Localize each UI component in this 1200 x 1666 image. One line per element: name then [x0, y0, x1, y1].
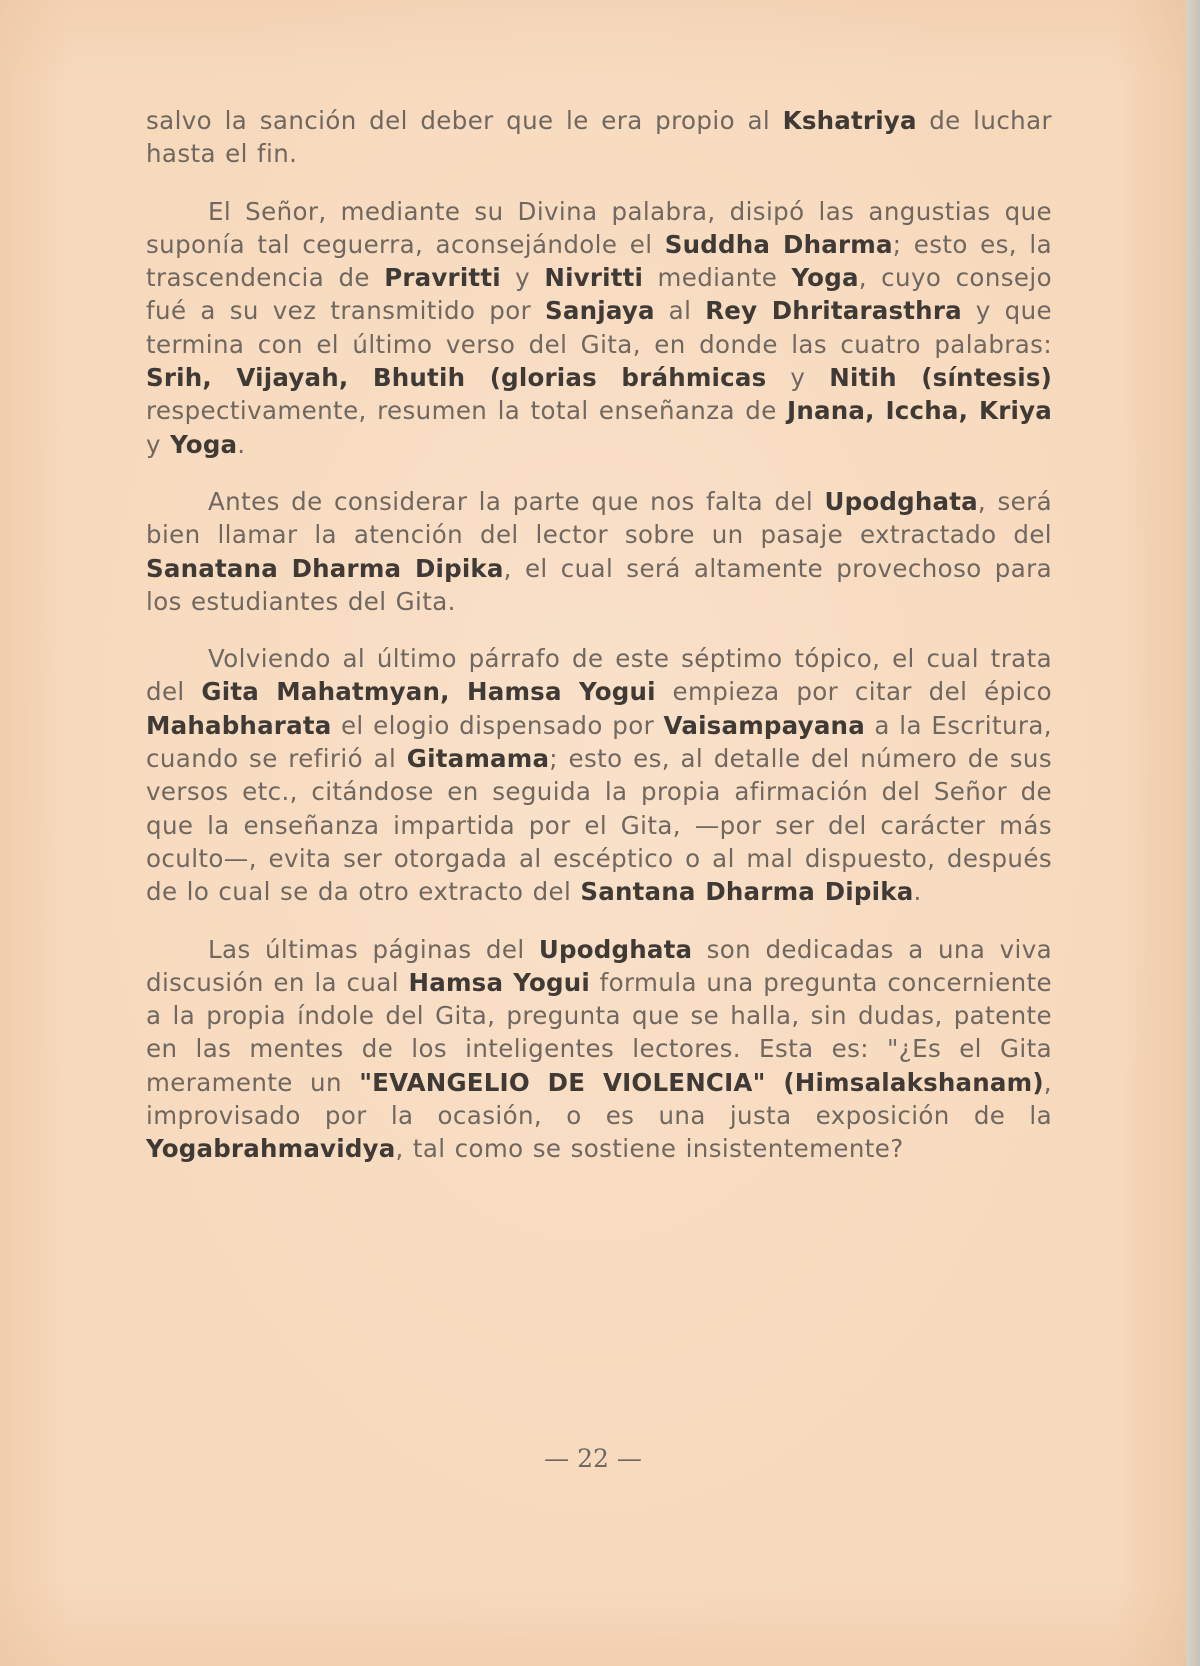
bold-term: Suddha Dharma [664, 229, 893, 259]
bold-term: Sanjaya [545, 296, 655, 326]
page-number: — 22 — [544, 1444, 642, 1473]
bold-term: Gitamama [406, 744, 550, 774]
bold-term: Jnana, Iccha, Kriya [787, 396, 1052, 426]
bold-term: Vaisampayana [663, 710, 865, 740]
bold-term: Srih, Vijayah, Bhutih (glorias bráhmicas [146, 363, 767, 393]
bold-term: Upodghata [538, 934, 693, 964]
bold-term: Pravritti [384, 263, 501, 293]
bold-term: Sanatana Dharma Dipika [146, 553, 504, 583]
paragraph-1: salvo la sanción del deber que le era propio al Kshatriya de luchar hasta el fin. [146, 106, 1052, 169]
bold-term: Nivritti [544, 263, 644, 293]
bold-term: Santana Dharma Dipika [580, 877, 914, 907]
scan-edge [1186, 0, 1200, 1666]
bold-term: Yoga [791, 263, 859, 293]
bold-term: Mahabharata [146, 710, 332, 740]
paragraph-2: El Señor, mediante su Divina palabra, disipó las angustias que suponía tal ceguerra, aconsejándole el Suddha Dharma; esto es, la trascendencia de Pravritti y Nivritti mediante Yoga, cuyo consejo fué a su vez transmitido por Sanjaya al Rey Dhritarasthra y que termina con el último verso del Gita, en donde las cuatro palabras: Srih, Vijayah, Bhutih (glorias bráhmicas y Nitih (síntesis) respectivamente, resumen la total enseñanza de Jnana, Iccha, Kriya y Yoga. [146, 196, 1052, 459]
bold-term: Upodghata [824, 486, 978, 516]
bold-term: Yogabrahmavidya [146, 1134, 396, 1164]
bold-term: Hamsa Yogui [408, 967, 591, 997]
paragraph-3: Antes de considerar la parte que nos falta del Upodghata, será bien llamar la atención del lector sobre un pasaje extractado del Sanatana Dharma Dipika, el cual será altamente provechoso para los estudiantes del Gita. [146, 486, 1052, 616]
bold-term: "EVANGELIO DE VIOLENCIA" (Himsalakshanam) [359, 1067, 1044, 1097]
body-text [146, 104, 1052, 1190]
paragraph-5: Las últimas páginas del Upodghata son dedicadas a una viva discusión en la cual Hamsa Yogui formula una pregunta concerniente a la propia índole del Gita, pregunta que se halla, sin dudas, patente en las mentes de los inteligentes lectores. Esta es: "¿Es el Gita meramente un "EVANGELIO DE VIOLENCIA" (Himsalakshanam), improvisado por la ocasión, o es una justa exposición de la Yogabrahmavidya, tal como se sostiene insistentemente? [146, 934, 1053, 1164]
paragraph-4: Volviendo al último párrafo de este séptimo tópico, el cual trata del Gita Mahatmyan, Hamsa Yogui empieza por citar del épico Mahabharata el elogio dispensado por Vaisampayana a la Escritura, cuando se refirió al Gitamama; esto es, al detalle del número de sus versos etc., citándose en seguida la propia afirmación del Señor de que la enseñanza impartida por el Gita, —por ser del carácter más oculto—, evita ser otorgada al escéptico o al mal dispuesto, después de lo cual se da otro extracto del Santana Dharma Dipika. [146, 644, 1053, 907]
bold-term: Nitih (síntesis) [829, 363, 1052, 393]
bold-term: Yoga [170, 429, 238, 459]
bold-term: Gita Mahatmyan, Hamsa Yogui [201, 677, 656, 707]
bold-term: Kshatriya [782, 106, 917, 135]
bold-term: Rey Dhritarasthra [705, 296, 962, 326]
